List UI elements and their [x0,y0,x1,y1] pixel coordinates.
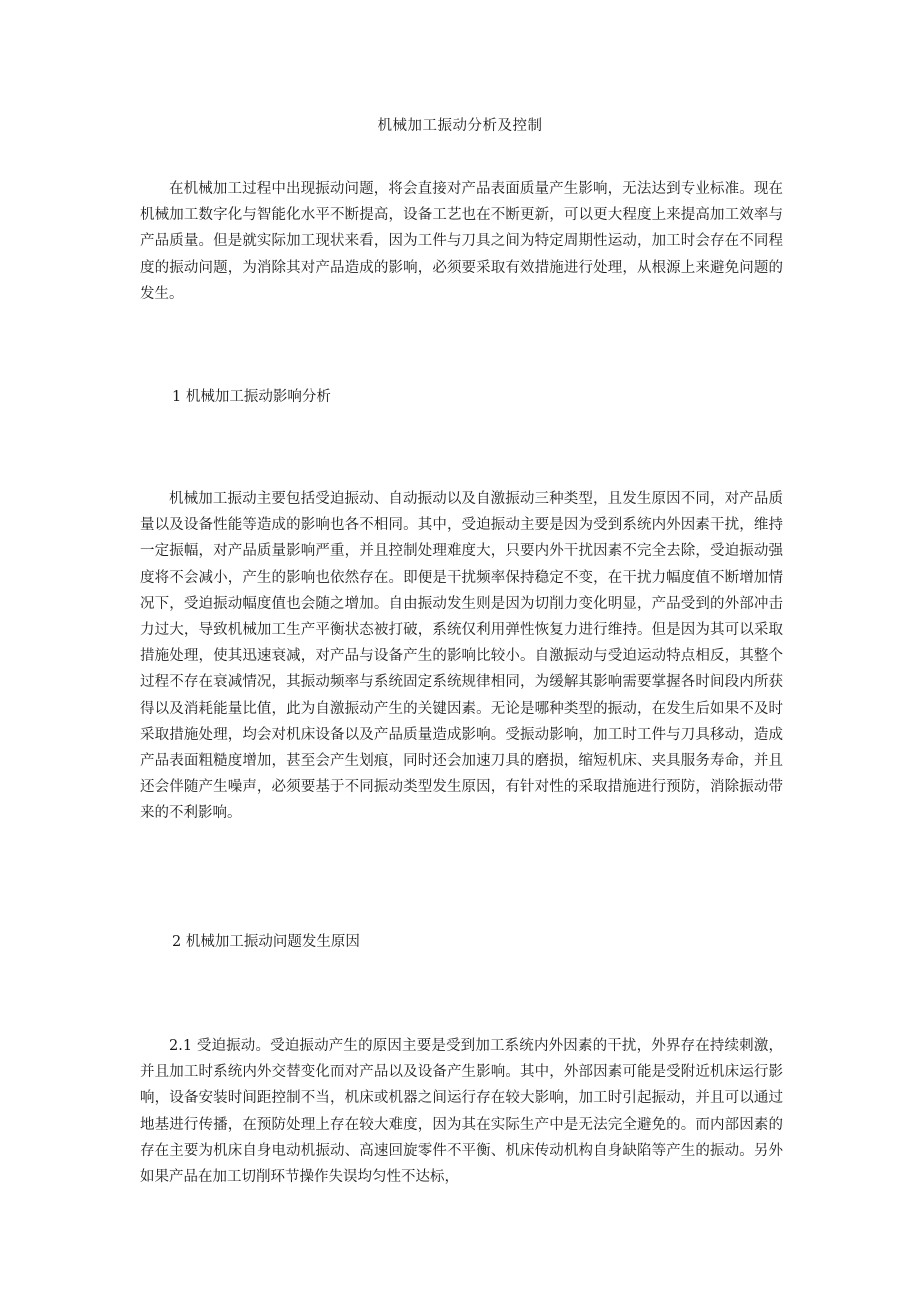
intro-paragraph: 在机械加工过程中出现振动问题，将会直接对产品表面质量产生影响，无法达到专业标准。现在机械加工数字化与智能化水平不断提高，设备工艺也在不断更新，可以更大程度上来提高加工效率与产品质量。但是就实际加工现状来看，因为工件与刀具之间为特定周期性运动，加工时会存在不同程度的振动问题，为消除其对产品造成的影响，必须要采取有效措施进行处理，从根源上来避免问题的发生。 [140,181,783,302]
document-title: 机械加工振动分析及控制 [377,118,543,134]
section-1-heading: 1 机械加工振动影响分析 [172,389,331,405]
section-2-heading: 2 机械加工振动问题发生原因 [172,934,360,950]
section-1-paragraph: 机械加工振动主要包括受迫振动、自动振动以及自激振动三种类型，且发生原因不同，对产品质量以及设备性能等造成的影响也各不相同。其中，受迫振动主要是因为受到系统内外因素干扰，维持一定振幅，对产品质量影响严重，并且控制处理难度大，只要内外干扰因素不完全去除，受迫振动强度将不会减小，产生的影响也依然存在。即便是干扰频率保持稳定不变，在干扰力幅度值不断增加情况下，受迫振动幅度值也会随之增加。自由振动发生则是因为切削力变化明显，产品受到的外部冲击力过大，导致机械加工生产平衡状态被打破，系统仅利用弹性恢复力进行维持。但是因为其可以采取措施处理，使其迅速衰减，对产品与设备产生的影响比较小。自激振动与受迫运动特点相反，其整个过程不存在衰减情况，其振动频率与系统固定系统规律相同，为缓解其影响需要掌握各时间段内所获得以及消耗能量比值，此为自激振动产生的关键因素。无论是哪种类型的振动，在发生后如果不及时采取措施处理，均会对机床设备以及产品质量造成影响。受振动影响，加工时工件与刀具移动，造成产品表面粗糙度增加，甚至会产生划痕，同时还会加速刀具的磨损，缩短机床、夹具服务寿命，并且还会伴随产生噪声，必须要基于不同振动类型发生原因，有针对性的采取措施进行预防，消除振动带来的不利影响。 [140,491,783,822]
section-2-1-paragraph: 2.1 受迫振动。受迫振动产生的原因主要是受到加工系统内外因素的干扰，外界存在持续刺激，并且加工时系统内外交替变化而对产品以及设备产生影响。其中，外部因素可能是受附近机床运行影响，设备安装时间距控制不当，机床或机器之间运行存在较大影响，加工时引起振动，并且可以通过地基进行传播，在预防处理上存在较大难度，因为其在实际生产中是无法完全避免的。而内部因素的存在主要为机床自身电动机振动、高速回旋零件不平衡、机床传动机构自身缺陷等产生的振动。另外如果产品在加工切削环节操作失误均匀性不达标， [140,1038,783,1186]
